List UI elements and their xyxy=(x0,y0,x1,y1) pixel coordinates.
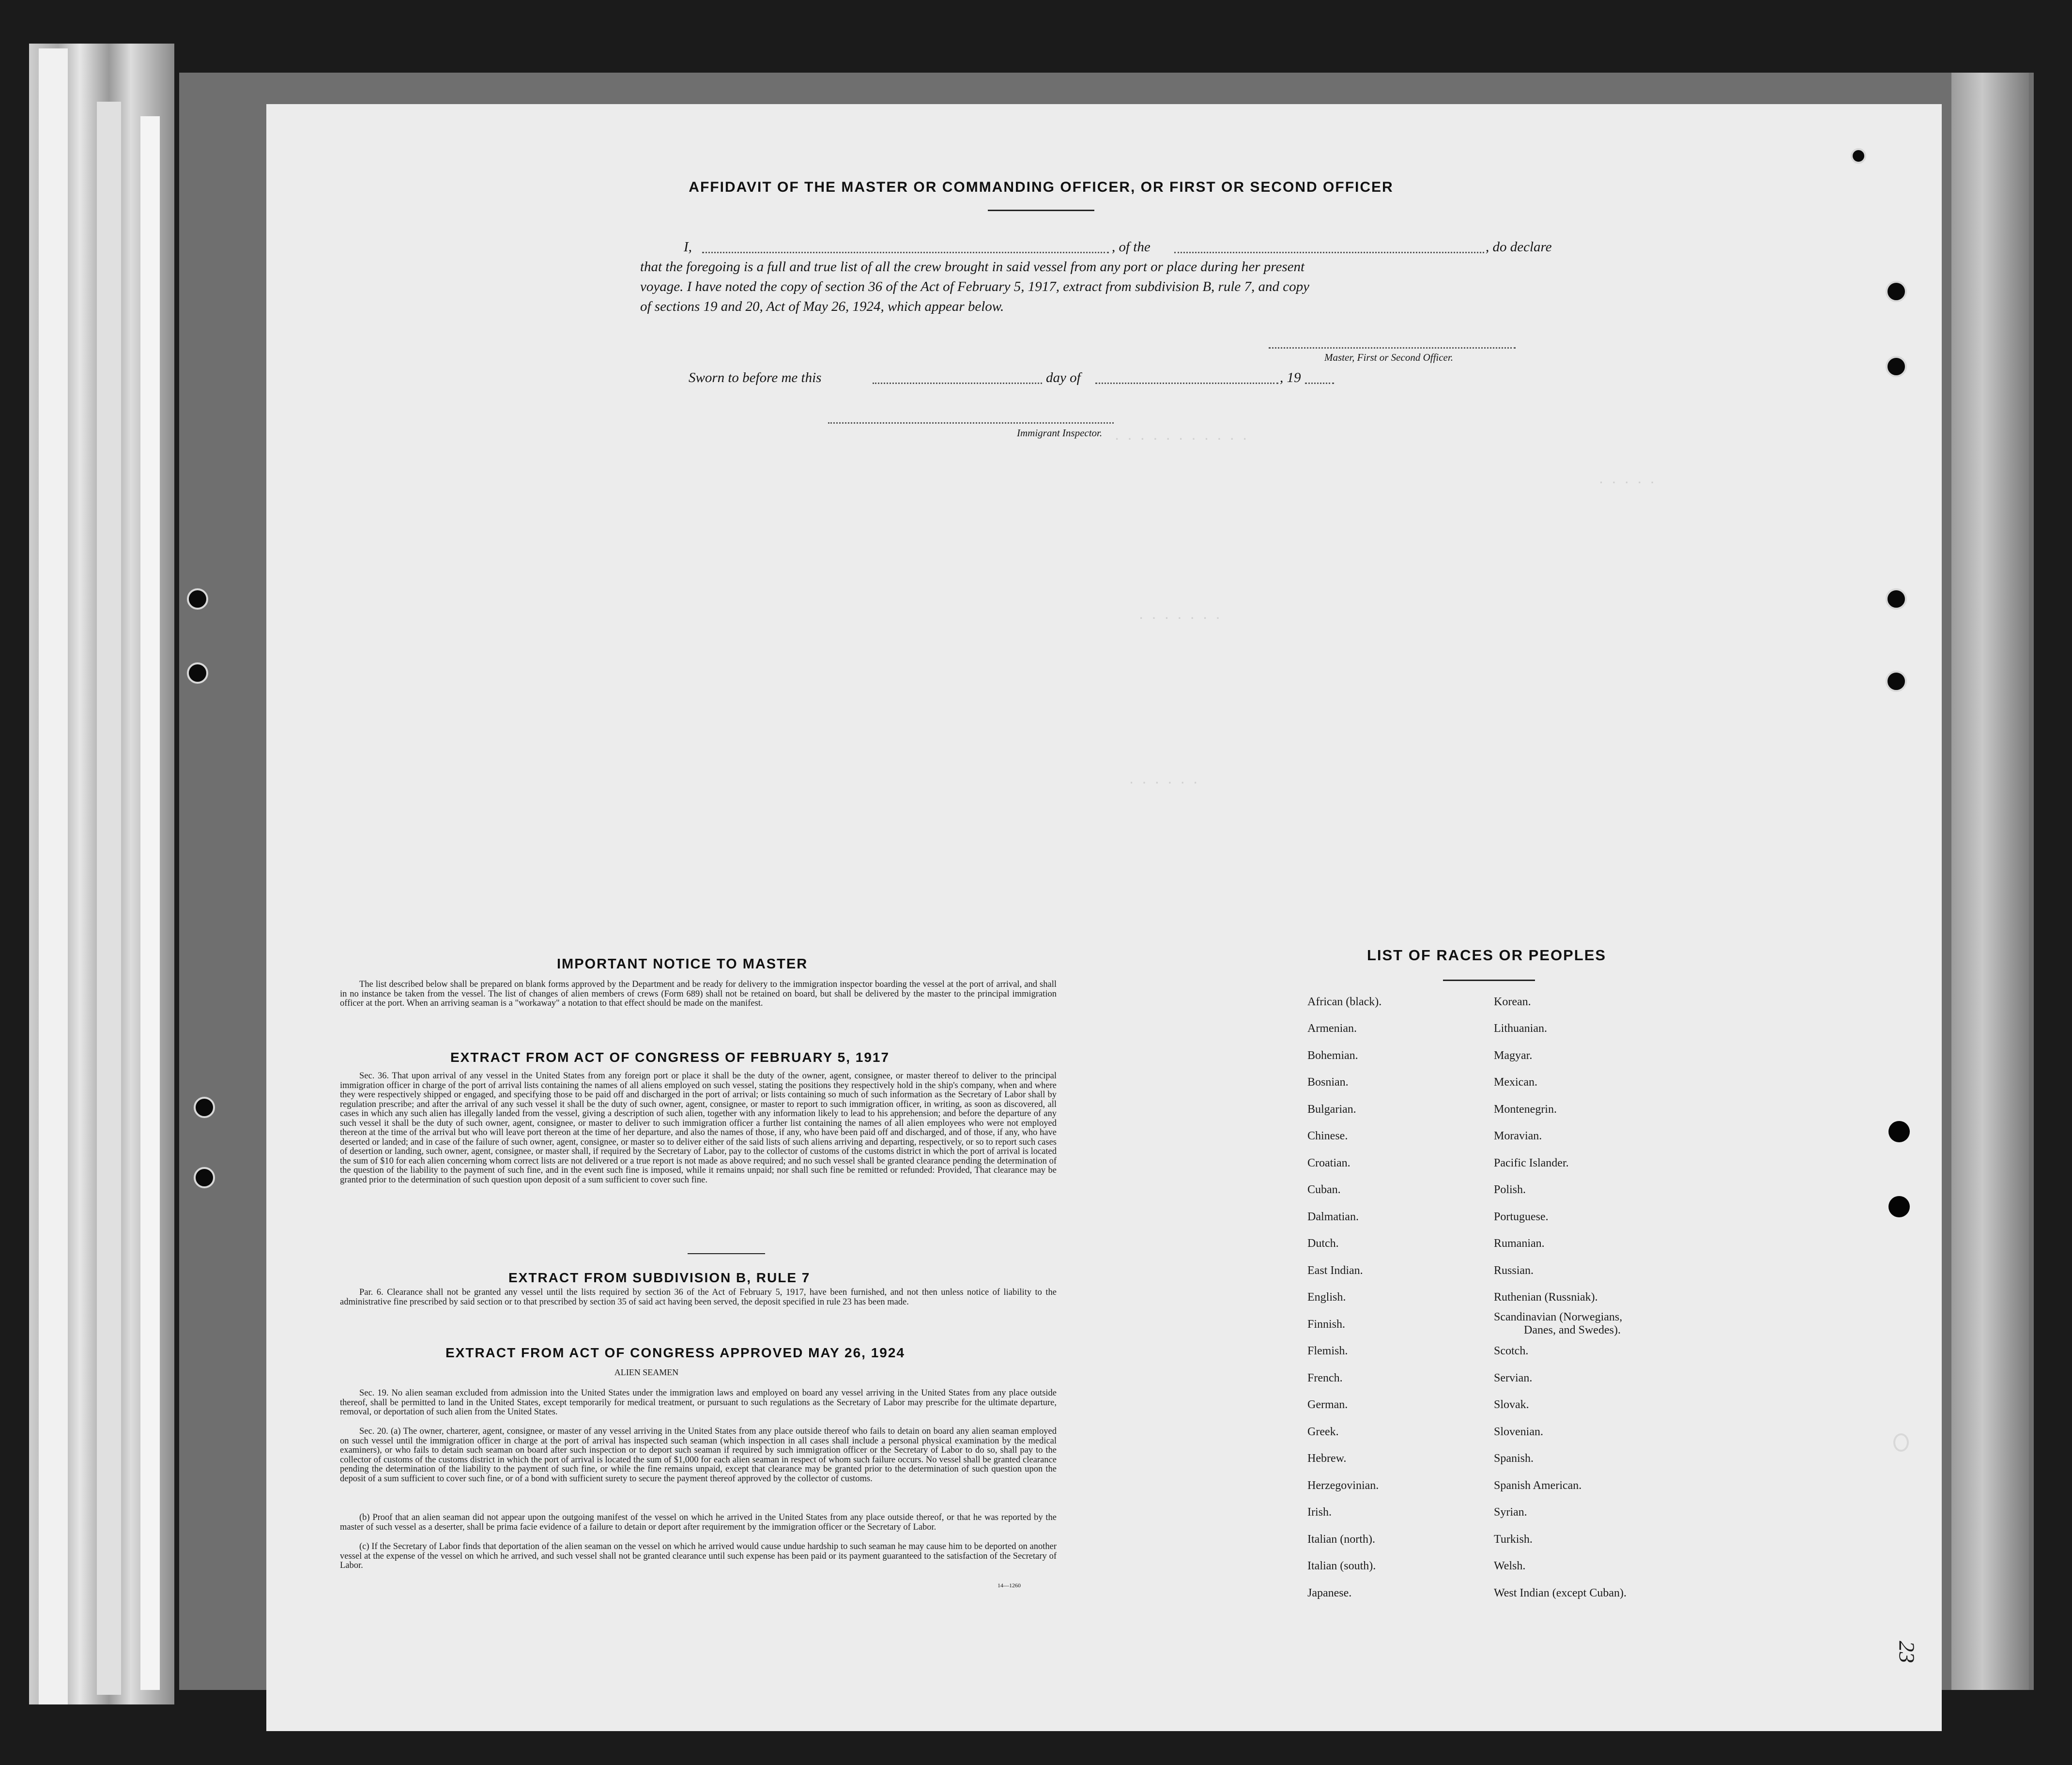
form-page xyxy=(266,104,1942,1731)
bleed-through: . . . . . . . xyxy=(1138,610,1221,622)
punch-hole xyxy=(1886,588,1907,610)
vessel-blank xyxy=(1174,251,1484,253)
notice-text: The list described below shall be prepared on blank forms approved by the Department and be ready for delivery to the immigration inspector boarding the vessel at the port of arrival, and shall in no instance be taken from the vessel. The list of changes of alien members of crews (Form 689) shall not be retained on board, but shall be delivered by the master to the principal immigration officer at the port. When an arriving seaman is a "workaway" a notation to that effect should be made on the manifest. xyxy=(340,980,1057,1008)
punch-hole xyxy=(1886,356,1907,377)
race-item: Spanish American. xyxy=(1494,1479,1582,1492)
form-number: 14—1260 xyxy=(998,1582,1021,1589)
year-text: , 19 xyxy=(1280,370,1301,385)
sworn-text: Sworn to before me this xyxy=(689,370,822,385)
race-item: Mexican. xyxy=(1494,1076,1537,1089)
signature-blank xyxy=(1269,346,1516,349)
sec20a-text: Sec. 20. (a) The owner, charterer, agent, consignee, or master of any vessel arriving in the United States from any place outside thereof who fails to detain on board any alien seaman employed on such vessel until the immigration officer in charge at the port of arrival has inspected such seaman (which inspection in all cases shall include a personal physical examination by the medical examiners), or who fails to detain such seaman on board after such inspection or to deport such seaman if required by such immigration officer or the Secretary of Labor to do so, shall pay to the collector of customs of the customs district in which the port of arrival is located the sum of $1,000 for each alien seaman in respect of whom such failure occurs. No vessel shall be granted clearance pending the determination of the liability to the payment of such fine, or while the fine remains unpaid, except that clearance may be granted prior to the determination of such question upon the deposit of a sum sufficient to cover such fine, or of a bond with sufficient surety to secure the payment thereof approved by the collector of customs. xyxy=(340,1427,1057,1484)
sec19-text: Sec. 19. No alien seaman excluded from admission into the United States under the immigration laws and employed on board any vessel arriving in the United States from any place outside thereof, shall be permitted to land in the United States, except temporarily for medical treatment, or pursuant to such regulations as the Secretary of Labor may prescribe for the ultimate departure, removal, or deportation of such alien from the United States. xyxy=(340,1388,1057,1417)
binder-strip xyxy=(97,102,121,1695)
extract-1917-text: Sec. 36. That upon arrival of any vessel in the United States from any foreign port or place it shall be the duty of the owner, agent, consignee, or master thereof to deliver to the principal immigration officer in charge of the port of arrival lists containing the names of all aliens employed on such vessel, stating the positions they respectively hold in the ship's company, when and where they were respectively shipped or engaged, and specifying those to be paid off and discharged in the port of arrival; or lists containing so much of such information as the Secretary of Labor shall by regulation prescribe; and after the arrival of any such vessel it shall be the duty of such owner, agent, consignee, or master to report to such immigration officer, in writing, as soon as discovered, all cases in which any such alien has illegally landed from the vessel, giving a description of such alien, together with any information likely to lead to his apprehension; and before the departure of any such vessel it shall be the duty of such owner, agent, consignee, or master to deliver to such immigration officer a further list containing the names of all alien employees who were not employed thereon at the time of the arrival but who will leave port thereon at the time of her departure, and also the names of those, if any, who have been paid off and discharged, and of those, if any, who have deserted or landed; and in case of the failure of such owner, agent, consignee, or master so to deliver either of the said lists of such aliens arriving and departing, respectively, or so to report such cases of desertion or landing, such owner, agent, consignee, or master shall, if required by the Secretary of Labor, pay to the collector of customs of the customs district in which the port of arrival is located the sum of $10 for each alien concerning whom correct lists are not delivered or a true report is not made as above required; and no such vessel shall be granted clearance pending the determination of the question of the liability to the payment of such fine, and in the event such fine is imposed, while it remains unpaid; nor shall such fine be remitted or refunded: Provided, That clearance may be granted prior to the determination of such question upon deposit of a sum sufficient to cover such fine. xyxy=(340,1071,1057,1185)
race-item: Dutch. xyxy=(1307,1237,1339,1250)
extract-1917-title: EXTRACT FROM ACT OF CONGRESS OF FEBRUARY 5, 1917 xyxy=(450,1050,890,1065)
master-caption: Master, First or Second Officer. xyxy=(1324,352,1453,363)
race-item: Montenegrin. xyxy=(1494,1103,1557,1116)
alien-seamen-subtitle: ALIEN SEAMEN xyxy=(614,1367,679,1377)
race-item: Flemish. xyxy=(1307,1345,1348,1357)
race-item: German. xyxy=(1307,1398,1348,1411)
race-item: Korean. xyxy=(1494,996,1531,1008)
punch-hole xyxy=(187,662,208,684)
month-blank xyxy=(1095,382,1278,384)
race-item: Cuban. xyxy=(1307,1183,1341,1196)
extract-1924-title: EXTRACT FROM ACT OF CONGRESS APPROVED MAY 26, 1924 xyxy=(445,1345,905,1360)
race-item: Rumanian. xyxy=(1494,1237,1545,1250)
subdivision-title: EXTRACT FROM SUBDIVISION B, RULE 7 xyxy=(508,1270,811,1285)
race-item: Spanish. xyxy=(1494,1452,1534,1465)
race-item: Pacific Islander. xyxy=(1494,1157,1569,1169)
race-item: Portuguese. xyxy=(1494,1211,1549,1223)
race-item: French. xyxy=(1307,1372,1343,1384)
affidavit-declare: , do declare xyxy=(1486,239,1552,255)
affidavit-line3: voyage. I have noted the copy of section 36 of the Act of February 5, 1917, extract from subdivision B, rule 7, and copy xyxy=(640,279,1310,294)
race-item: Ruthenian (Russniak). xyxy=(1494,1291,1598,1304)
race-item: Magyar. xyxy=(1494,1049,1533,1062)
punch-hole xyxy=(194,1167,215,1188)
race-item: Slovak. xyxy=(1494,1398,1529,1411)
race-item: Chinese. xyxy=(1307,1130,1348,1142)
race-item: Polish. xyxy=(1494,1183,1526,1196)
affidavit-line4: of sections 19 and 20, Act of May 26, 1924, which appear below. xyxy=(640,299,1004,314)
punch-hole xyxy=(1893,1433,1909,1452)
race-item: Herzegovinian. xyxy=(1307,1479,1379,1492)
page-edge xyxy=(1951,73,2029,1690)
punch-hole xyxy=(1851,148,1866,164)
race-item: Croatian. xyxy=(1307,1157,1351,1169)
race-item: Turkish. xyxy=(1494,1533,1533,1546)
notice-title: IMPORTANT NOTICE TO MASTER xyxy=(557,956,808,972)
binder-strip xyxy=(140,116,160,1690)
divider xyxy=(688,1253,765,1254)
race-item: Welsh. xyxy=(1494,1560,1526,1572)
race-item: Servian. xyxy=(1494,1372,1533,1384)
sec20b-text: (b) Proof that an alien seaman did not appear upon the outgoing manifest of the vessel on which he arrived in the United States from any place outside thereof, or that he was reported by the master of such vessel as a deserter, shall be prima facie evidence of a failure to detain or deport after requirement by the immigration officer or the Secretary of Labor. xyxy=(340,1513,1057,1532)
race-item: Scotch. xyxy=(1494,1345,1529,1357)
race-item: Japanese. xyxy=(1307,1587,1352,1599)
race-item: Greek. xyxy=(1307,1426,1339,1438)
divider xyxy=(1443,980,1535,981)
race-item: Armenian. xyxy=(1307,1022,1357,1035)
race-item: Dalmatian. xyxy=(1307,1211,1359,1223)
race-item: Bohemian. xyxy=(1307,1049,1358,1062)
inspector-caption: Immigrant Inspector. xyxy=(1017,427,1103,439)
sec20c-text: (c) If the Secretary of Labor finds that deportation of the alien seaman on the vessel on which he arrived would cause undue hardship to such seaman he may cause him to be deported on another vessel at the expense of the vessel on which he arrived, and such vessel shall not be granted clearance until such expense has been paid or its payment guaranteed to the satisfaction of the Secretary of Labor. xyxy=(340,1542,1057,1570)
race-item: Italian (north). xyxy=(1307,1533,1375,1546)
punch-hole xyxy=(1888,1196,1910,1217)
day-of-text: day of xyxy=(1046,370,1081,385)
punch-hole xyxy=(1886,671,1907,692)
punch-hole xyxy=(187,588,208,610)
affidavit-of-the: , of the xyxy=(1112,239,1151,255)
bleed-through: . . . . . . . . . . . xyxy=(1114,431,1248,443)
race-item: English. xyxy=(1307,1291,1346,1304)
binder-strip xyxy=(39,48,68,1704)
punch-hole xyxy=(1886,281,1907,302)
bleed-through: . . . . . . xyxy=(1128,775,1199,787)
race-item: West Indian (except Cuban). xyxy=(1494,1587,1627,1599)
handwritten-page-number: 23 xyxy=(1894,1641,1919,1663)
punch-hole xyxy=(1888,1121,1910,1142)
race-item: Irish. xyxy=(1307,1506,1332,1519)
punch-hole xyxy=(194,1097,215,1118)
affidavit-line2: that the foregoing is a full and true list of all the crew brought in said vessel from any port or place during her present xyxy=(640,259,1305,275)
name-blank xyxy=(702,251,1109,253)
affidavit-title: AFFIDAVIT OF THE MASTER OR COMMANDING OFFICER, OR FIRST OR SECOND OFFICER xyxy=(689,179,1394,195)
race-item: Russian. xyxy=(1494,1264,1534,1277)
race-item: Slovenian. xyxy=(1494,1426,1543,1438)
subdivision-text: Par. 6. Clearance shall not be granted any vessel until the lists required by section 36 of the Act of February 5, 1917, have been furnished, and not then unless notice of liability to the administrative fine prescribed by said section or to that prescribed by section 35 of said act having been served, the deposit specified in rule 23 has been made. xyxy=(340,1288,1057,1307)
race-item: Italian (south). xyxy=(1307,1560,1376,1572)
race-item: East Indian. xyxy=(1307,1264,1363,1277)
race-item-continuation: Danes, and Swedes). xyxy=(1524,1324,1621,1336)
race-item: Moravian. xyxy=(1494,1130,1542,1142)
race-item: Bulgarian. xyxy=(1307,1103,1356,1116)
bleed-through: . . . . . xyxy=(1598,475,1656,487)
race-item: Syrian. xyxy=(1494,1506,1527,1519)
race-item: African (black). xyxy=(1307,996,1382,1008)
race-item: Bosnian. xyxy=(1307,1076,1349,1089)
divider xyxy=(988,210,1094,211)
sworn-day-blank xyxy=(873,382,1042,384)
races-title: LIST OF RACES OR PEOPLES xyxy=(1366,947,1607,964)
affidavit-i: I, xyxy=(684,239,692,255)
race-item: Finnish. xyxy=(1307,1318,1346,1331)
race-item: Lithuanian. xyxy=(1494,1022,1547,1035)
inspector-blank xyxy=(828,421,1114,424)
year-blank xyxy=(1305,382,1334,384)
race-item: Scandinavian (Norwegians, xyxy=(1494,1311,1623,1323)
race-item: Hebrew. xyxy=(1307,1452,1347,1465)
